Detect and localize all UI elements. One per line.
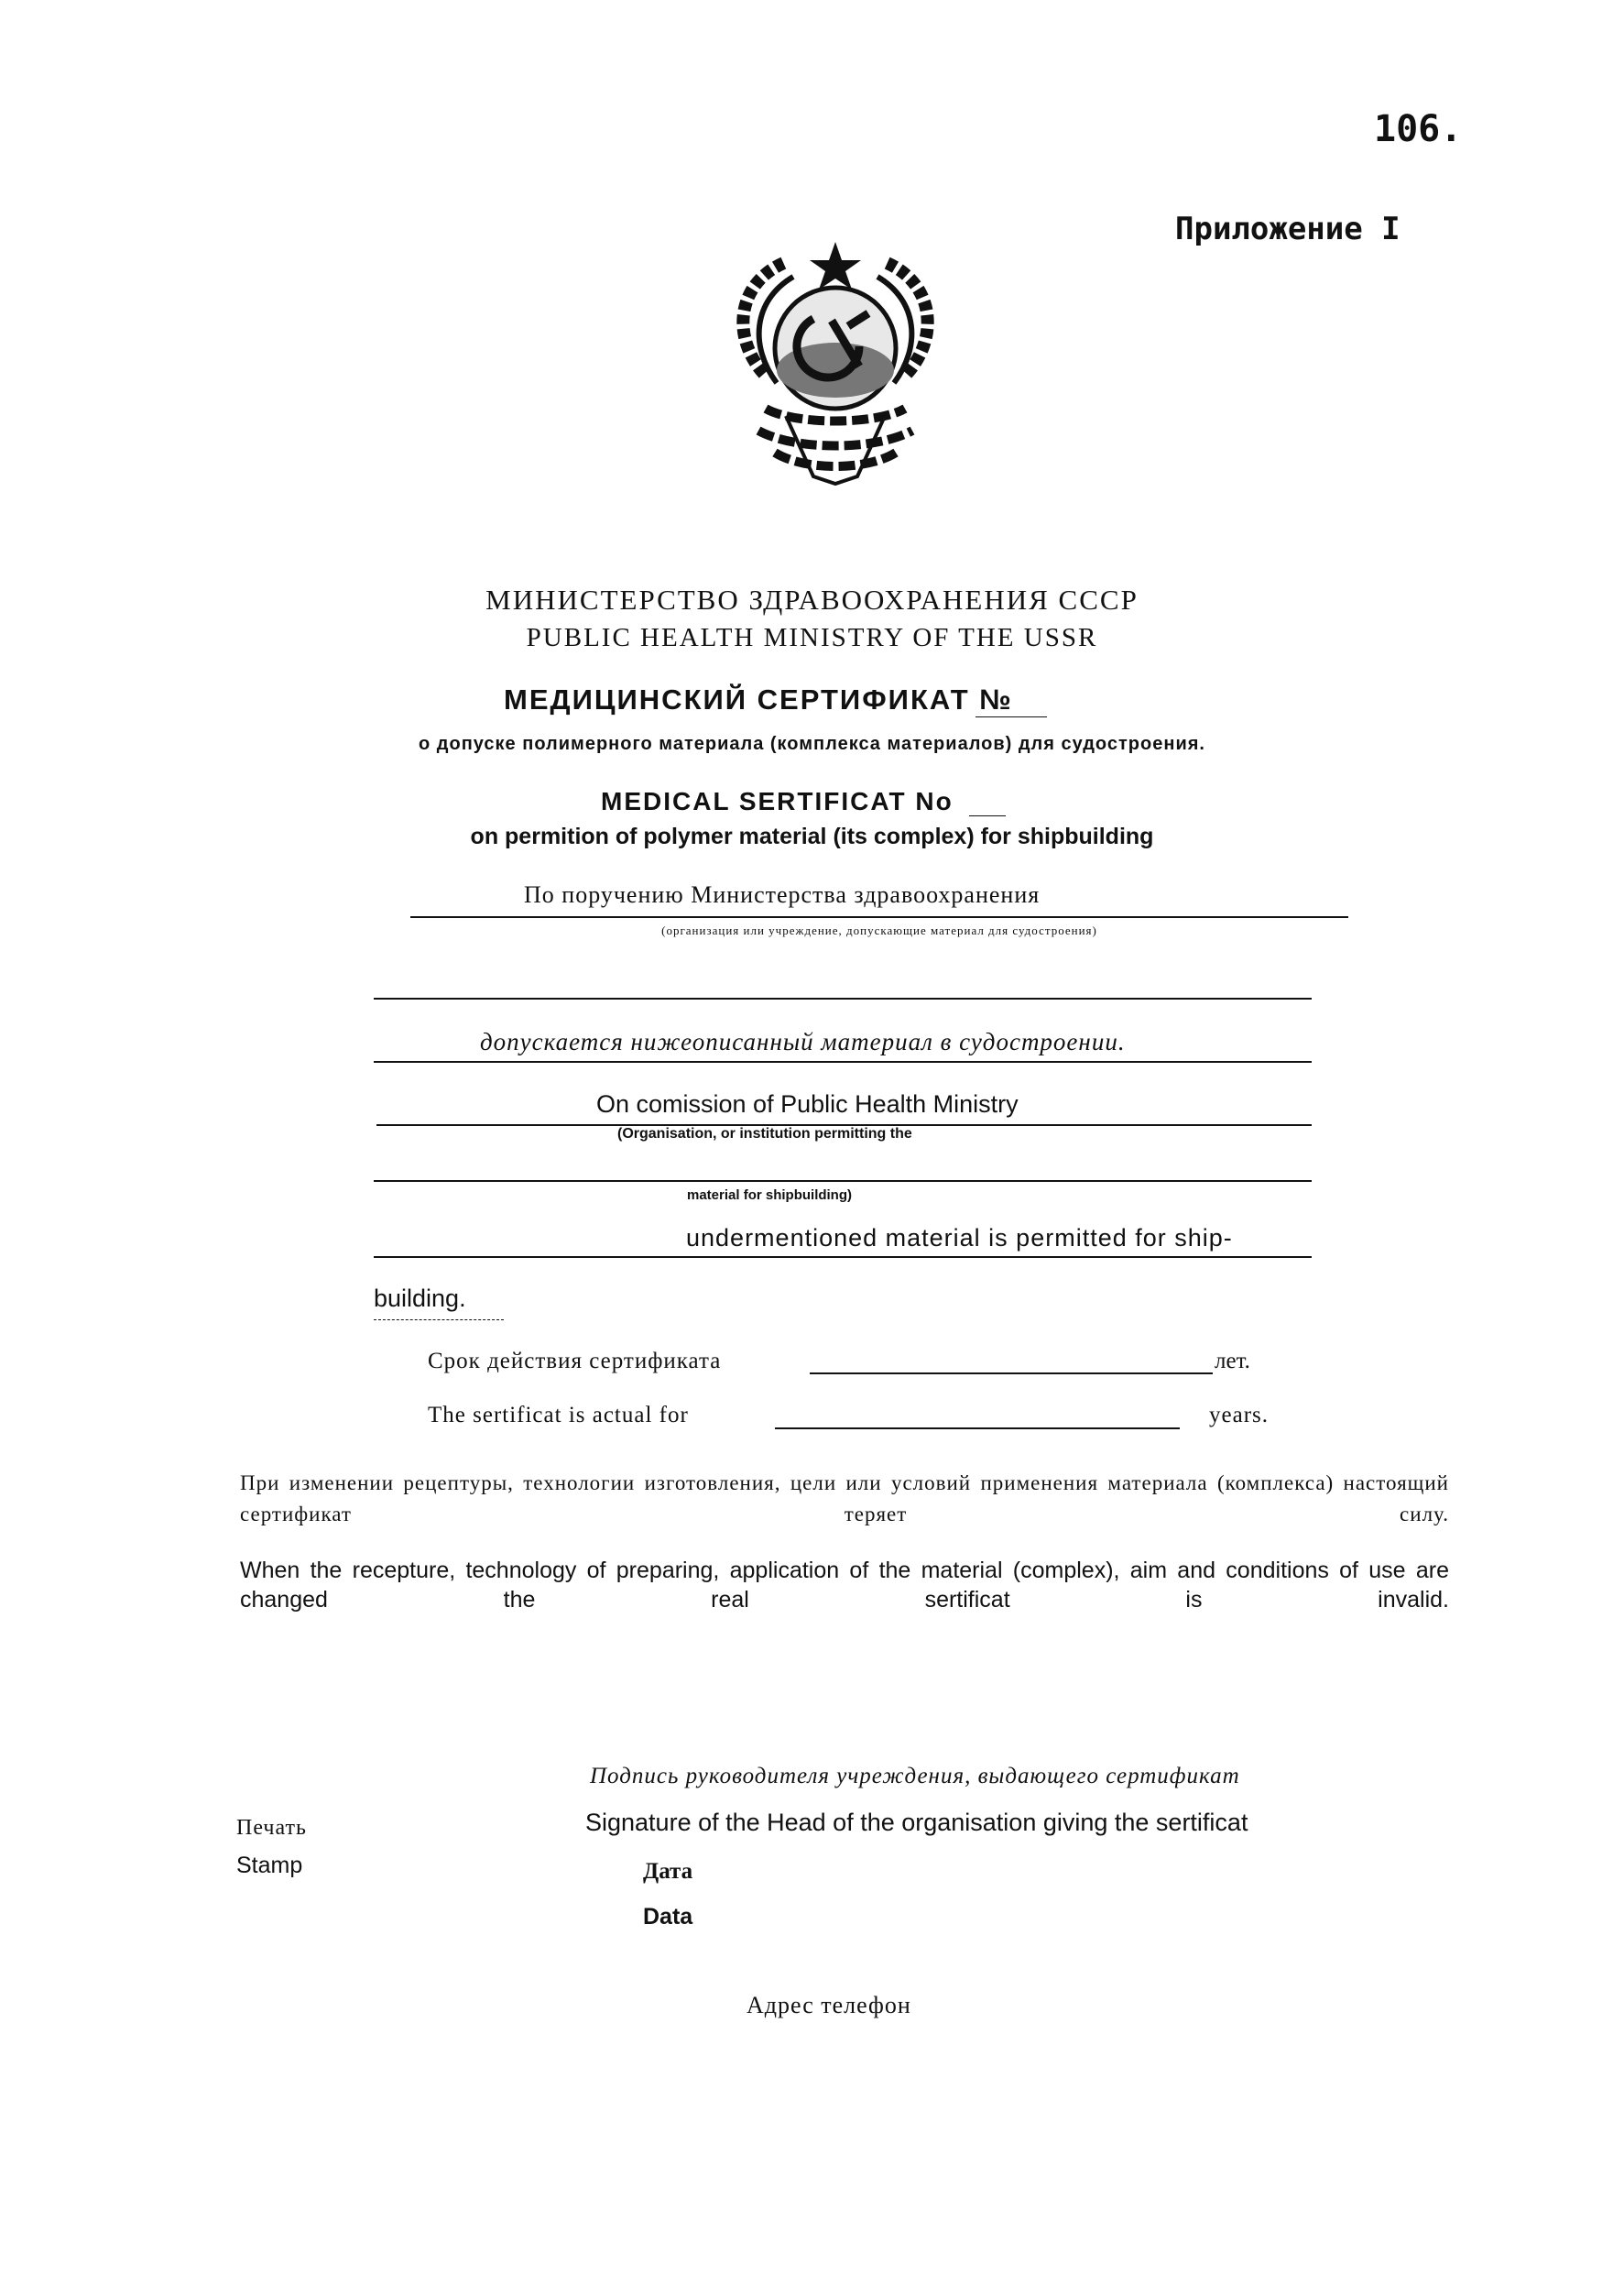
commission-en: On comission of Public Health Ministry bbox=[596, 1090, 1019, 1118]
commission-ru-caption: (организация или учреждение, допускающие материал для судостроения) bbox=[661, 924, 1097, 937]
commission-ru: По поручению Министерства здравоохранения bbox=[524, 881, 1041, 908]
permit-ru-line bbox=[374, 1061, 1312, 1063]
ussr-emblem-icon bbox=[722, 236, 949, 491]
permit-en-1: undermentioned material is permitted for ship- bbox=[686, 1224, 1233, 1252]
appendix-label: Приложение I bbox=[1175, 211, 1401, 247]
commission-en-caption-1: (Organisation, or institution permitting the bbox=[617, 1126, 912, 1142]
validity-en-unit: years. bbox=[1209, 1403, 1269, 1427]
validity-en-field bbox=[775, 1427, 1180, 1429]
signature-en: Signature of the Head of the organisation giving the sertificat bbox=[585, 1809, 1248, 1836]
commission-en-caption-2: material for shipbuilding) bbox=[687, 1187, 853, 1203]
permit-en-line bbox=[374, 1256, 1312, 1258]
cert-title-en: MEDICAL SERTIFICAT No bbox=[601, 787, 954, 815]
cert-title-ru: МЕДИЦИНСКИЙ СЕРТИФИКАТ № bbox=[504, 683, 1013, 716]
validity-ru-field bbox=[810, 1372, 1213, 1374]
cert-number-en-line bbox=[969, 815, 1006, 816]
date-ru: Дата bbox=[643, 1859, 693, 1884]
commission-ru-line bbox=[410, 916, 1348, 918]
date-en: Data bbox=[643, 1904, 693, 1930]
organisation-en-line bbox=[374, 1180, 1312, 1182]
address-phone: Адрес телефон bbox=[747, 1992, 911, 2018]
permit-ru: допускается нижеописанный материал в судостроении. bbox=[480, 1028, 1126, 1055]
stamp-en: Stamp bbox=[236, 1853, 303, 1878]
cert-subtitle-ru: о допуске полимерного материала (комплекса материалов) для судостроения. bbox=[419, 734, 1205, 754]
ministry-en: PUBLIC HEALTH MINISTRY OF THE USSR bbox=[526, 623, 1098, 652]
organisation-ru-line bbox=[374, 998, 1312, 1000]
stamp-ru: Печать bbox=[236, 1816, 307, 1840]
validity-ru-label: Срок действия сертификата bbox=[428, 1349, 722, 1373]
permit-en-2: building. bbox=[374, 1285, 466, 1312]
warning-en: When the recepture, technology of preparing, application of the material (complex), aim and conditions of use are changed the real sertificat is invalid. bbox=[240, 1558, 1449, 1613]
warning-ru: При изменении рецептуры, технологии изготовления, цели или условий применения материала (комплекса) настоящий сертификат теряет силу. bbox=[240, 1471, 1449, 1525]
ministry-ru: МИНИСТЕРСТВО ЗДРАВООХРАНЕНИЯ СССР bbox=[485, 584, 1139, 616]
cert-number-ru-line bbox=[975, 716, 1047, 717]
validity-en-label: The sertificat is actual for bbox=[428, 1403, 689, 1427]
page-number: 106. bbox=[1374, 108, 1463, 150]
cert-subtitle-en: on permition of polymer material (its complex) for shipbuilding bbox=[470, 824, 1154, 849]
validity-ru-unit: лет. bbox=[1215, 1349, 1250, 1373]
permit-en-2-line bbox=[374, 1319, 504, 1320]
signature-ru: Подпись руководителя учреждения, выдающего сертификат bbox=[590, 1764, 1240, 1788]
